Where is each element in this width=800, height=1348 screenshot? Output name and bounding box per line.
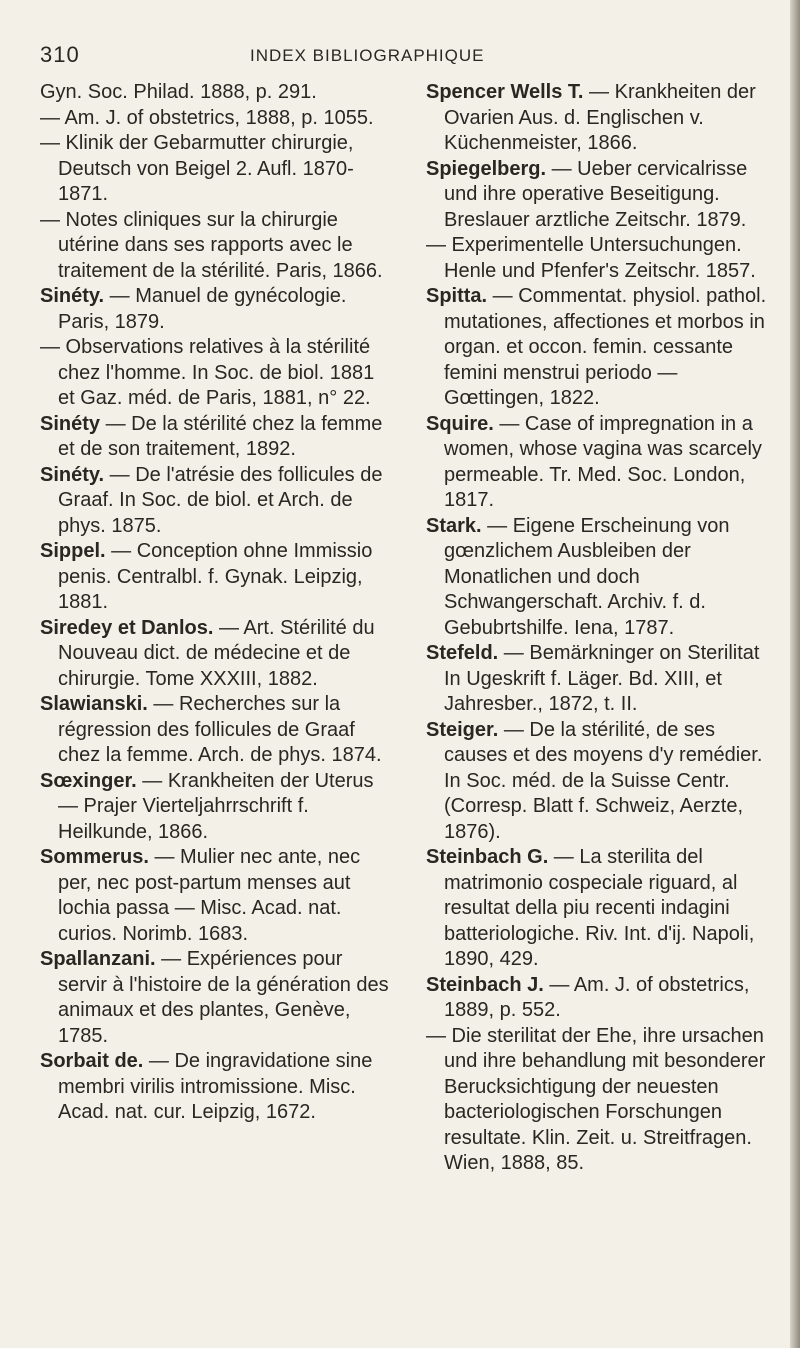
entry-author: Slawianski. — [40, 693, 148, 715]
entry-text: — Krankheiten der Uterus — Prajer Vierteljahrrschrift f. Heilkunde, 1866. — [58, 769, 374, 843]
bibliography-entry — [426, 514, 776, 642]
entry-text: — Manuel de gynécologie. Paris, 1879. — [58, 285, 347, 333]
entry-text: — Krankheiten der Ovarien Aus. d. Englischen v. Küchenmeister, 1866. — [444, 81, 756, 154]
bibliography-entry — [426, 641, 776, 718]
bibliography-entry — [40, 947, 390, 1049]
page-header — [0, 42, 800, 72]
entry-text: — Case of impregnation in a women, whose vagina was scarcely permeable. Tr. Med. Soc. London, 1817. — [444, 412, 762, 511]
entry-text: — La sterilita del matrimonio cospeciale riguard, al resultat della piu recenti indagini batteriologiche. Riv. Int. d'ij. Napoli, 1890, 429. — [444, 846, 755, 970]
entry-author: Siredey et Danlos. — [40, 616, 214, 639]
bibliography-entry — [40, 284, 390, 335]
bibliography-entry — [40, 1049, 390, 1126]
entry-author: Stefeld. — [426, 642, 499, 664]
entry-text: — Art. Stérilité du Nouveau dict. de médecine et de chirurgie. Tome XXXIII, 1882. — [58, 616, 375, 690]
bibliography-entry — [40, 616, 390, 693]
bibliography-entry — [40, 845, 390, 947]
entry-text: — Am. J. of obstetrics, 1889, p. 552. — [444, 973, 750, 1021]
entry-author: Steinbach J. — [426, 973, 544, 996]
bibliography-entry — [426, 973, 776, 1024]
entry-author: Spiegelberg. — [426, 157, 547, 180]
entry-author: Sommerus. — [40, 846, 149, 868]
entry-text: Gyn. Soc. Philad. 1888, p. 291. — [40, 81, 317, 103]
bibliography-entry — [40, 539, 390, 616]
entry-text: — Eigene Erscheinung von gœnzlichem Ausbleiben der Monatlichen und doch Schwangerschaft. Archiv. f. d. Gebubrtshilfe. Iena, 1787. — [444, 514, 730, 639]
entry-text: — Observations relatives à la stérilité chez l'homme. In Soc. de biol. 1881 et Gaz. méd. de Paris, 1881, n° 22. — [40, 336, 375, 409]
entry-text: — Bemärkninger on Sterilitat In Ugeskrift f. Läger. Bd. XIII, et Jahresber., 1872, t. II. — [444, 642, 760, 715]
entry-text: — Conception ohne Immissio penis. Centralbl. f. Gynak. Leipzig, 1881. — [58, 540, 373, 613]
entry-author: Sinéty. — [40, 285, 105, 307]
bibliography-entry — [426, 845, 776, 973]
entry-author: Spencer Wells T. — [426, 81, 584, 103]
entry-author: Stark. — [426, 514, 482, 537]
bibliography-entry — [40, 335, 390, 412]
bibliography-entry — [40, 412, 390, 463]
bibliography-entry — [40, 463, 390, 540]
bibliography-entry — [426, 1024, 776, 1177]
entry-text: — De la stérilité, de ses causes et des moyens d'y remédier. In Soc. méd. de la Suisse Centr. (Corresp. Blatt f. Schweiz, Aerzte, 1876). — [444, 718, 763, 843]
entry-author: Sippel. — [40, 540, 106, 562]
bibliography-entry — [40, 208, 390, 285]
entry-author: Steiger. — [426, 718, 499, 741]
bibliography-entry — [426, 233, 776, 284]
entry-author: Sinéty. — [40, 463, 105, 486]
right-column — [426, 80, 776, 1330]
bibliography-entry — [40, 769, 390, 846]
page-edge-shadow — [790, 0, 800, 1348]
entry-text: — Klinik der Gebarmutter chirurgie, Deutsch von Beigel 2. Aufl. 1870-1871. — [40, 132, 354, 205]
entry-text: — Ueber cervicalrisse und ihre operative Beseitigung. Breslauer arztliche Zeitschr. 1879. — [444, 157, 748, 231]
entry-text: — Expériences pour servir à l'histoire de la génération des animaux et des plantes, Genève, 1785. — [58, 948, 389, 1047]
entry-text: — De ingravidatione sine membri virilis intromissione. Misc. Acad. nat. cur. Leipzig, 1672. — [58, 1050, 373, 1123]
bibliography-entry — [426, 80, 776, 157]
bibliography-entry — [40, 80, 390, 106]
bibliography-entry — [40, 106, 390, 132]
entry-text: — Experimentelle Untersuchungen. Henle und Pfenfer's Zeitschr. 1857. — [426, 234, 756, 282]
entry-author: Sœxinger. — [40, 769, 137, 792]
bibliography-entry — [40, 131, 390, 208]
entry-text: — Recherches sur la régression des follicules de Graaf chez la femme. Arch. de phys. 1874. — [58, 693, 382, 766]
entry-author: Squire. — [426, 412, 494, 435]
running-title: INDEX BIBLIOGRAPHIQUE — [250, 46, 485, 65]
entry-text: — De l'atrésie des follicules de Graaf. In Soc. de biol. et Arch. de phys. 1875. — [58, 463, 383, 537]
entry-text: — Die sterilitat der Ehe, ihre ursachen und ihre behandlung mit besonderer Berucksichtigung der neuesten bacteriologischen Forschungen resultate. Klin. Zeit. u. Streitfragen. Wien, 1888, 85. — [426, 1024, 766, 1174]
entry-text: — De la stérilité chez la femme et de son traitement, 1892. — [58, 412, 383, 460]
entry-text: — Mulier nec ante, nec per, nec post-partum menses aut lochia passa — Misc. Acad. nat. curios. Norimb. 1683. — [58, 846, 361, 945]
page-number: 310 — [40, 42, 80, 67]
entry-author: Spitta. — [426, 285, 488, 307]
entry-author: Steinbach G. — [426, 846, 549, 868]
bibliography-entry — [426, 284, 776, 412]
entry-author: Spallanzani. — [40, 948, 156, 970]
entry-text: — Am. J. of obstetrics, 1888, p. 1055. — [40, 106, 374, 129]
left-column — [40, 80, 390, 1330]
bibliography-entry — [426, 157, 776, 234]
entry-text: — Commentat. physiol. pathol. mutationes, affectiones et morbos in organ. et occon. femin. cessante femini menstrui periodo — Gœttingen, 1822. — [444, 285, 767, 409]
bibliography-entry — [426, 718, 776, 846]
entry-text: — Notes cliniques sur la chirurgie utérine dans ses rapports avec le traitement de la stérilité. Paris, 1866. — [40, 208, 383, 282]
bibliography-entry — [426, 412, 776, 514]
entry-author: Sorbait de. — [40, 1050, 144, 1072]
bibliography-entry — [40, 692, 390, 769]
entry-author: Sinéty — [40, 412, 101, 435]
